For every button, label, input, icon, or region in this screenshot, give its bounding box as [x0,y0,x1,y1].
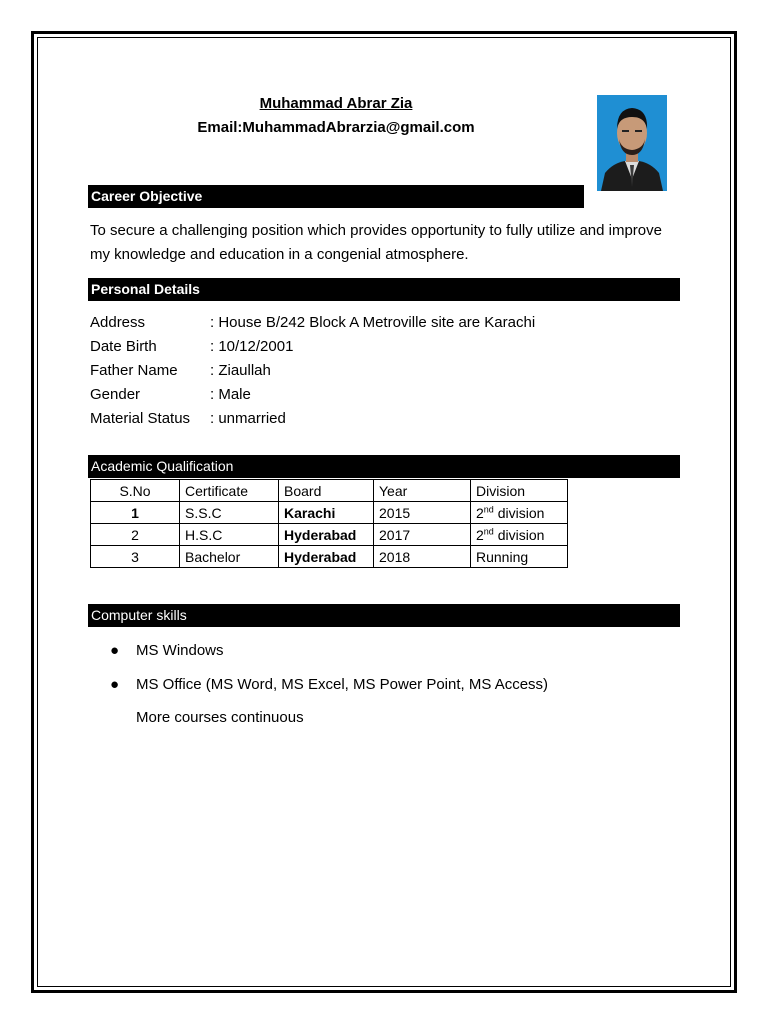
cell-sno: 3 [91,546,180,568]
cell-year: 2015 [374,502,471,524]
detail-row-father-name [90,360,535,384]
candidate-name: Muhammad Abrar Zia [259,95,413,112]
profile-photo-image [597,95,667,191]
cell-certificate: H.S.C [180,524,279,546]
cell-certificate: Bachelor [180,546,279,568]
bullet-icon: ● [110,642,120,659]
cell-sno: 2 [91,524,180,546]
career-objective-text: To secure a challenging position which provides opportunity to fully utilize and improve my knowledge and education in a congenial atmosphere. [90,222,662,263]
column-header: Certificate [180,480,279,502]
cell-division: 2nd division [471,502,568,524]
column-header: Board [279,480,374,502]
column-header: Year [374,480,471,502]
cell-sno: 1 [91,502,180,524]
career-objective-heading: Career Objective [88,185,584,208]
detail-row-date-birth [90,336,535,360]
bullet-icon: ● [110,676,120,693]
cell-board: Hyderabad [279,524,374,546]
detail-value: : 10/12/2001 [210,338,294,355]
detail-label: Date Birth [90,338,157,355]
column-header: S.No [91,480,180,502]
personal-details-list [90,312,535,432]
candidate-email: Email:MuhammadAbrarzia@gmail.com [197,119,475,136]
cell-division: Running [471,546,568,568]
detail-label: Father Name [90,362,178,379]
academic-table [90,479,568,568]
cell-board: Karachi [279,502,374,524]
detail-row-marital-status [90,408,535,432]
cell-division: 2nd division [471,524,568,546]
cell-board: Hyderabad [279,546,374,568]
detail-value: : unmarried [210,410,286,427]
column-header: Division [471,480,568,502]
detail-label: Gender [90,386,141,403]
table-row [91,524,568,546]
cell-certificate: S.S.C [180,502,279,524]
detail-label: Material Status [90,410,191,427]
table-row [91,546,568,568]
list-item [110,641,548,675]
detail-value: : House B/242 Block A Metroville site are Karachi [210,314,536,331]
skill-label: MS Office (MS Word, MS Excel, MS Power Point, MS Access) [136,676,549,693]
skills-note: More courses continuous [136,709,304,726]
table-header-row [91,480,568,502]
detail-value: : Male [210,386,251,403]
personal-details-heading: Personal Details [88,278,680,301]
computer-skills-heading: Computer skills [88,604,680,627]
profile-photo [597,95,667,191]
cell-year: 2018 [374,546,471,568]
table-row [91,502,568,524]
skill-label: MS Windows [136,642,224,659]
detail-row-address [90,312,535,336]
detail-value: : Ziaullah [210,362,271,379]
detail-label: Address [90,314,146,331]
detail-row-gender [90,384,535,408]
skills-list [110,641,548,709]
list-item [110,675,548,709]
cell-year: 2017 [374,524,471,546]
academic-qualification-heading: Academic Qualification [88,455,680,478]
